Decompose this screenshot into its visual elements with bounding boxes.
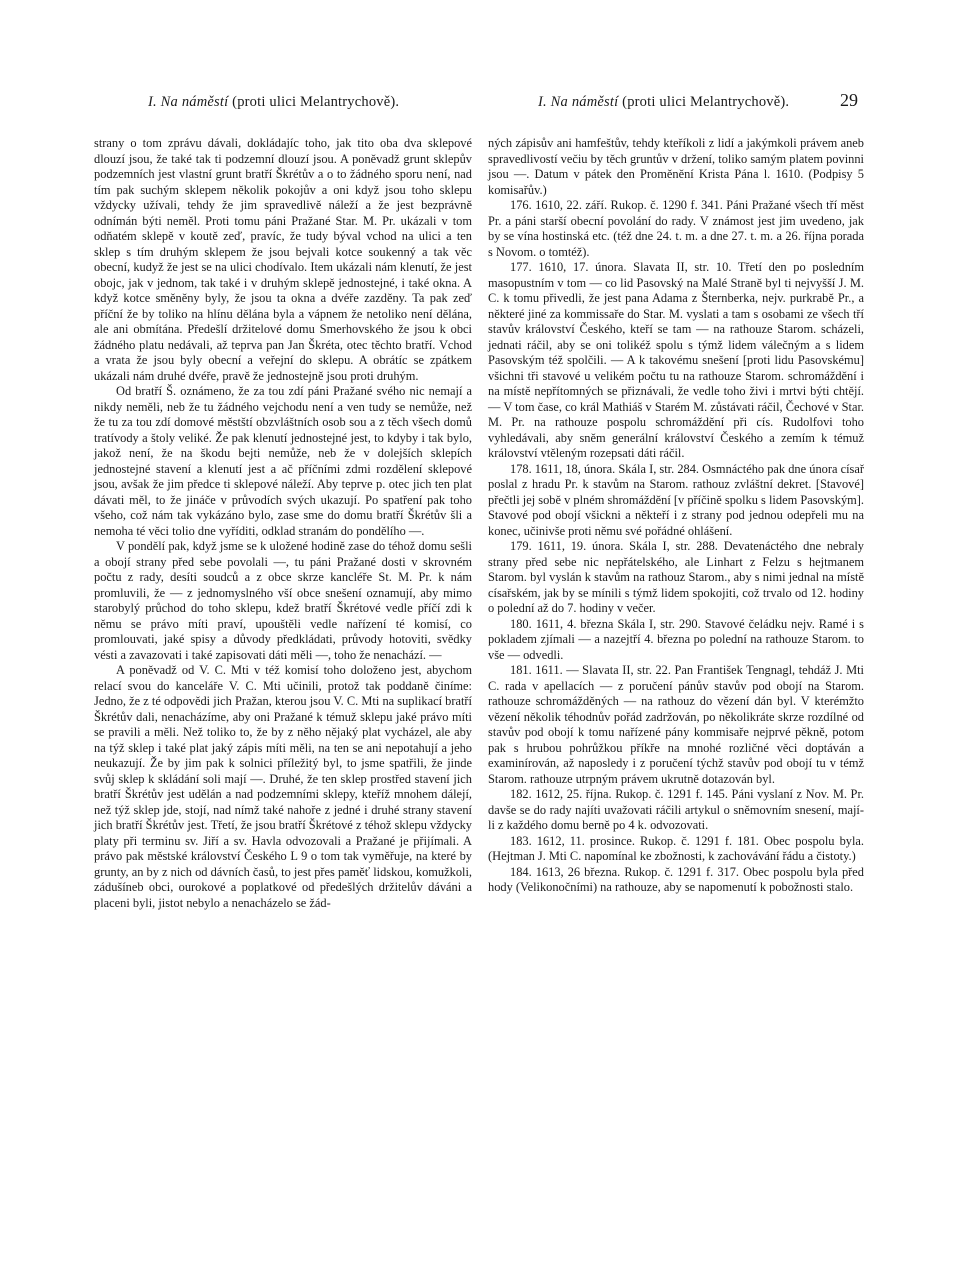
- running-head-right-subtitle: (proti ulici Melantrychově).: [622, 94, 790, 110]
- entry-176: 176. 1610, 22. září. Rukop. č. 1290 f. 341. Páni Pražané všech tří měst Pr. a páni starší obecní povolání do rady. V známost jest jim uvedeno, jak by se vína hostinská etc. (též dne 24. t. m. a dne 27. t. m. a 26. října porada s Novom. o tomtéž).: [488, 198, 864, 259]
- entry-177: 177. 1610, 17. února. Slavata II, str. 10. Třetí den po posledním masopustním v tom — co lid Pasovský na Malé Straně byl ti nejvyšší J. M. C. k tomu přivedli, že jest pana Adama z Šternberka, nejv. purkrabě Pr., a některé jiné za kommissaře do Star. M. vyslati a tam s osobami ze všech tří stavův království Českého, kteří se tam — na rathouze Starom. scházeli, jednati ráčil, aby se oni tolikéž spolu s týmž lidem válečným a s lidem Pasovským též spolčili. — A k takovému snešení [proti lidu Pasovskému] všichni tři stavové u velikém počtu tu na rathouze Starom. schromáždění i na místě nepřítomných se přiznávali, že vedle toho živi i mrtvi býti chtějí. — V tom čase, co král Mathiáš v Starém M. zůstávati ráčil, Čechové v Star. M. Pr. na rathouze pospolu schromáždění při cís. Rudolfovi toho vyhledávali, aby sněm generální království Českého a zemím k témuž království vtěleným rozepsati dáti ráčil.: [488, 260, 864, 460]
- left-paragraph: Od bratří Š. oznámeno, že za tou zdí páni Pražané svého nic nemají a nikdy neměli, neb že tu žádného vejchodu není a ven tudy se nemůže, než že tu za tou zdí domové městští obzvláštních osob sou a z těch všech domů tratívody a štoly veliké. Že pak klenutí jednostejné jest, to kdyby i tak bylo, jakož není, že na škodu bejti nemůže, neb že v dolejších sklepích jednostejné stavení a klenutí jest a ač příčními zdmi rozdělení sklepové jsou, avšak že jim předce ti sklepové náleží. Aby teprve p. otec jich ten plat dávati měl, to že jináče v průvodích svých ukazují. Po spatření pak toho všeho, což nám tak vykázáno bylo, zase sme do domu bratří Škrétův šli a nemoha té věci tolio dne vyříditi, odklad stranám do pondělího —.: [94, 384, 472, 538]
- left-paragraph: A poněvadž od V. C. Mti v též komisí toho doloženo jest, abychom relací svou do kanceláře V. C. Mti učinili, protož tak poddaně činíme: Jedno, že z té odpovědi jich Pražan, kterou jsou V. C. Mti na suplikací bratří Škrétův dali, nenacházíme, aby oni Pražané k témuž sklepu jaké právo míti se pravili a měli. Než toliko to, že by z něho nějaký plat vycházel, ale aby na týž sklep i také plat jaký zápis míti měli, na ten se ani nepotahují a jeho neukazují. Že by jim pak k solnici příležitý byl, to jsme spatřili, že jinde svůj sklep k skládání soli mají —. Druhé, že ten sklep prostřed stavení jich bratří Škrétův jest udělán a nad podzemními sklepy, kteříž mnohem dálejí, než týž sklep jde, stojí, nad nímž také nahoře z jedné i druhé strany stavení jich bratří Škrétův jest. Třetí, že jsou bratří Škrétové z téhož sklepu vždycky platy při terminu sv. Jiří a sv. Havla odvozovali a Pražané je přijímali. A právo pak městské království Českého L 9 o tom tak vyměřuje, na které by grunty, an by z nich od dávních časů, to jest přes paměť lidskou, komužkoli, zádušíneb obci, ourokové a poplatkové od předešlých držitelův dáváni a placeni byli, jistot nebylo a nenacházelo se žád-: [94, 663, 472, 910]
- entry-182: 182. 1612, 25. října. Rukop. č. 1291 f. 145. Páni vyslaní z Nov. M. Pr. davše se do rady najíti uvažovati ráčili artykul o sněmovním snesení, mají-li z každého domu berně po 4 k. odvozovati.: [488, 787, 864, 832]
- running-head-right-title: I. Na náměstí: [538, 94, 619, 110]
- entry-181: 181. 1611. — Slavata II, str. 22. Pan František Tengnagl, tehdáž J. Mti C. rada v apellacích — z poručení pánův stavův pod obojí na Starom. rathouze schromážděných — na rathouz do vězení dán byl. V kterémžto vězení několik téhodnův pořád zadržován, po několikráte skrze rozdílné od stavův pod obojí k tomu nařízené pány kommisaře nejprvé pěkně, potom pak s hrubou pohrůžkou příkře na mnohé rozličné věci doptáván a examinírován, až naposledy i z poručení týchž stavův pod obojí tu v témž Starom. rathouze utrpným právem ukrutně dotazován byl.: [488, 663, 864, 786]
- entry-178: 178. 1611, 18, února. Skála I, str. 284. Osmnáctého pak dne února císař poslal z hradu Pr. k stavům na Starom. rathouz zvláštní dekret. [Stavové] přečtli jej sobě v plném shromáždění [v příčině spolku s lidem Pasovským]. Stavové pod obojí všickni a někteří i z strany pod jednou odepřeli mu na konec, učinivše proti němu své pořádné ohlášení.: [488, 461, 864, 538]
- entry-183: 183. 1612, 11. prosince. Rukop. č. 1291 f. 181. Obec pospolu byla. (Hejtman J. Mti C. napomínal ke zbožnosti, k zachovávání řádu a čistoty.): [488, 833, 864, 863]
- left-paragraph: V pondělí pak, když jsme se k uložené hodině zase do téhož domu sešli a obojí strany před sebe povolali —, tu páni Pražané dosti v skrovném počtu z rady, desíti soudců a z obce skrze kancléře St. M. Pr. k nám promluvili, že — z jednomyslného vší obce snešení oznamují, aby mimo starobylý průchod do toho sklepu, kdež bratří Škrétové vedle příčí zdi k němu se právo míti praví, upouštěli vedle nařízení té komisí, co promlouvati, jaké spisy a důvody předkládati, průvody hotoviti, svědky vésti a zavazovati i také zapisovati dáti měli —, toho že nenachází. —: [94, 539, 472, 662]
- running-head-left-subtitle: (proti ulici Melantrychově).: [232, 94, 400, 110]
- right-paragraph: ných zápisův ani hamfeštův, tehdy kteříkoli z lidí a jakýmkoli právem aneb spravedlivostí večiu by těch gruntův v držení, toliko samým platem povinni jsou —. Datum v pátek den Proměnění Krista Pána l. 1610. (Podpisy 5 komisařův.): [488, 136, 864, 197]
- running-head-left-title: I. Na náměstí: [148, 94, 229, 110]
- entry-179: 179. 1611, 19. února. Skála I, str. 288. Devatenáctého dne nebraly strany před sebe nic nepřátelského, ale Linhart z Felzu s hejtmanem Starom. byl vyslán k stavům na rathouz Starom., aby s nimi jednal na místě císařském, jak by se mínili s týmž lidem spokojiti, což trvalo od 12. hodiny o polední až do 7. hodiny v večer.: [488, 539, 864, 615]
- left-paragraph: strany o tom zprávu dávali, dokládajíc toho, jak tito oba dva sklepové dlouzí jsou, že také tak ti podzemní dlouzí jsou. A poněvadž grunt sklepův podzemních jest vlastní grunt bratří Škrétův a o to žádného sporu není, nad tím pak suchým sklepem několik pokojův a oni když jsou toho sklepu vždycky užívali, tehdy že jim spravedlivě náleží a že jest bezprávně odnímán býti neměl. Proti tomu páni Pražané Star. M. Pr. ukázali v tom odňatém sklepě v koutě zeď, pravíc, že tudy býval vchod na ulici a ten sklep s tím druhým sklepem že jsou bejvali kotce soukenný a tak věc obecní, kudyž že jest se na ulici chodívalo. Item ukázali nám klenutí, že jest obojc, jak v jednom, tak také i v druhým sklepě jednostejné, i také okna. A když kotce směněny byly, že jsou ta okna a dvéře zazděny. Ta pak zeď příční že by toliko na hlínu dělána byla a vápnem že netoliko není dělána, ale ani obmítána. Předešlí držitelové domu Smerhovského že jsou k obci žádného platu nedávali, až teprva pan Jan Škréta, otec těchto bratří. Vchod a vrata že jsou byly obecní a veřejní do sklepu. A obrátíc se zpátkem ukázali nám druhé dvéře, pravě že jednostejně jsou proti druhým.: [94, 136, 472, 383]
- entry-184: 184. 1613, 26 března. Rukop. č. 1291 f. 317. Obec pospolu byla před hody (Velikonočními) na rathouze, aby se napomenutí k pobožnosti stalo.: [488, 864, 864, 894]
- running-head-right: [538, 94, 789, 114]
- right-text-column: [488, 136, 864, 896]
- page-number: 29: [840, 90, 858, 110]
- entry-180: 180. 1611, 4. března Skála I, str. 290. Stavové čeládku nejv. Ramé i s pokladem zjímali — a nazejtří 4. března po polední na rathouze Starom. to vše — odvedli.: [488, 616, 864, 662]
- running-head-left: [148, 94, 399, 114]
- left-text-column: [94, 136, 472, 911]
